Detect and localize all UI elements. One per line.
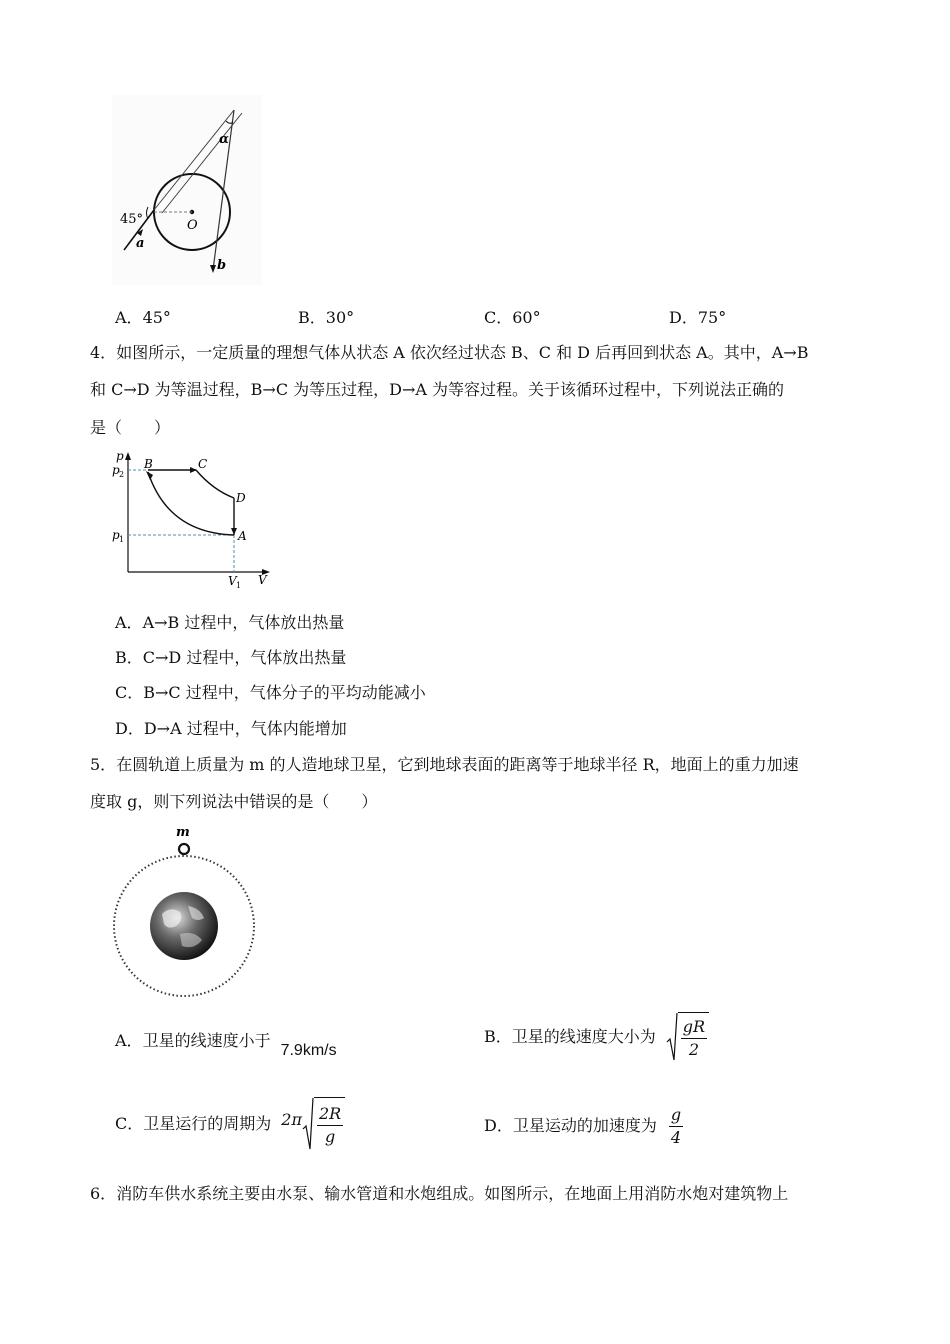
option-label: B． [115,648,143,667]
option-text: 卫星运行的周期为 [143,1114,272,1133]
option-label: B． [484,1027,512,1046]
center-o-label: O [187,218,198,233]
option-text: C→D 过程中，气体放出热量 [142,648,347,667]
q6-stem-line1 [90,1186,788,1202]
fraction-g-over-4 [669,1106,683,1146]
radical-sign [666,1012,678,1062]
coefficient: 2π [281,1110,302,1129]
stem-text: 如图所示，一定质量的理想气体从状态 A 依次经过状态 B、C 和 D 后再回到状态 A。其中，A→B [116,343,809,362]
q5-orbit-figure [110,822,260,1017]
speed-value: 7.9km/s [280,1042,337,1059]
q4-option-c [115,685,426,701]
option-label: C． [115,1114,144,1133]
denominator: 4 [670,1127,682,1147]
option-label: D． [115,719,144,738]
option-text: 卫星运动的加速度为 [512,1116,657,1136]
point-b-label: B [144,457,153,471]
q5-stem-line1 [90,757,799,773]
q3-option-a [115,310,171,326]
q3-option-c [484,310,541,326]
p1-label: p [112,528,120,542]
option-label: C． [115,683,144,702]
option-text: 60° [512,308,541,327]
numerator: 2R [317,1105,343,1126]
q5-option-a [115,1031,337,1059]
option-text: D→A 过程中，气体内能增加 [143,719,347,738]
earth-icon [150,892,218,960]
q4-pv-graph [108,448,283,593]
v1-subscript: 1 [236,581,242,590]
option-text: 45° [142,308,171,327]
q4-stem-line2: 和 C→D 为等温过程，B→C 为等压过程，D→A 为等容过程。关于该循环过程中，下列说法正确的 [90,380,785,399]
ray-a-label: a [136,236,145,251]
q3-option-b [298,310,354,326]
question-number: 4． [90,343,117,362]
point-d-label: D [236,491,246,505]
option-label: A． [115,613,143,632]
q4-stem-line1 [90,345,808,361]
numerator: gR [681,1018,707,1039]
angle-45-label: 45° [120,212,144,227]
p-axis-label: p [116,449,124,463]
question-number: 5． [90,755,117,774]
q5-option-b [484,1012,709,1062]
sqrt-2r-over-g [302,1097,345,1151]
v-axis-label: V [258,573,267,587]
p2-subscript: 2 [119,470,125,479]
q4-option-b [115,650,346,666]
satellite-icon [179,844,189,854]
option-text: 卫星的线速度大小为 [511,1027,656,1046]
ray-b-label: b [217,258,227,273]
q3-optics-figure [112,95,262,285]
q4-option-d [115,721,347,737]
denominator: 2 [688,1040,700,1059]
stem-text: 消防车供水系统主要由水泵、输水管道和水炮组成。如图所示，在地面上用消防水炮对建筑物上 [116,1184,789,1203]
option-text: 75° [697,308,727,327]
radical-sign [302,1097,314,1151]
m-label: m [176,825,190,840]
denominator: g [324,1127,336,1146]
p1-subscript: 1 [119,535,125,544]
stem-text: 在圆轨道上质量为 m 的人造地球卫星，它到地球表面的距离等于地球半径 R，地面上的重力加速 [116,755,799,774]
option-label: C． [484,308,513,327]
point-c-label: C [198,457,208,471]
q5-stem-line2: 度取 g，则下列说法中错误的是（ ） [90,792,378,811]
q3-option-d [669,310,726,326]
sqrt-gr-over-2 [666,1012,709,1062]
option-label: D． [669,308,698,327]
option-text: 卫星的线速度小于 [142,1031,271,1050]
q5-option-d [484,1106,683,1146]
option-text: A→B 过程中，气体放出热量 [142,613,345,632]
option-label: B． [298,308,326,327]
option-text: B→C 过程中，气体分子的平均动能减小 [143,683,426,702]
p2-label: p [112,463,120,477]
option-text: 30° [325,308,355,327]
question-number: 6． [90,1184,117,1203]
point-a-label: A [238,529,247,543]
alpha-label: α [219,132,230,147]
v1-label: V [228,574,237,588]
q4-stem-line3: 是（ ） [90,418,171,437]
option-label: D． [484,1116,513,1136]
q5-option-c [115,1097,345,1151]
option-label: A． [115,1031,143,1050]
option-label: A． [115,308,143,327]
numerator: g [669,1106,683,1127]
q4-option-a [115,615,344,631]
